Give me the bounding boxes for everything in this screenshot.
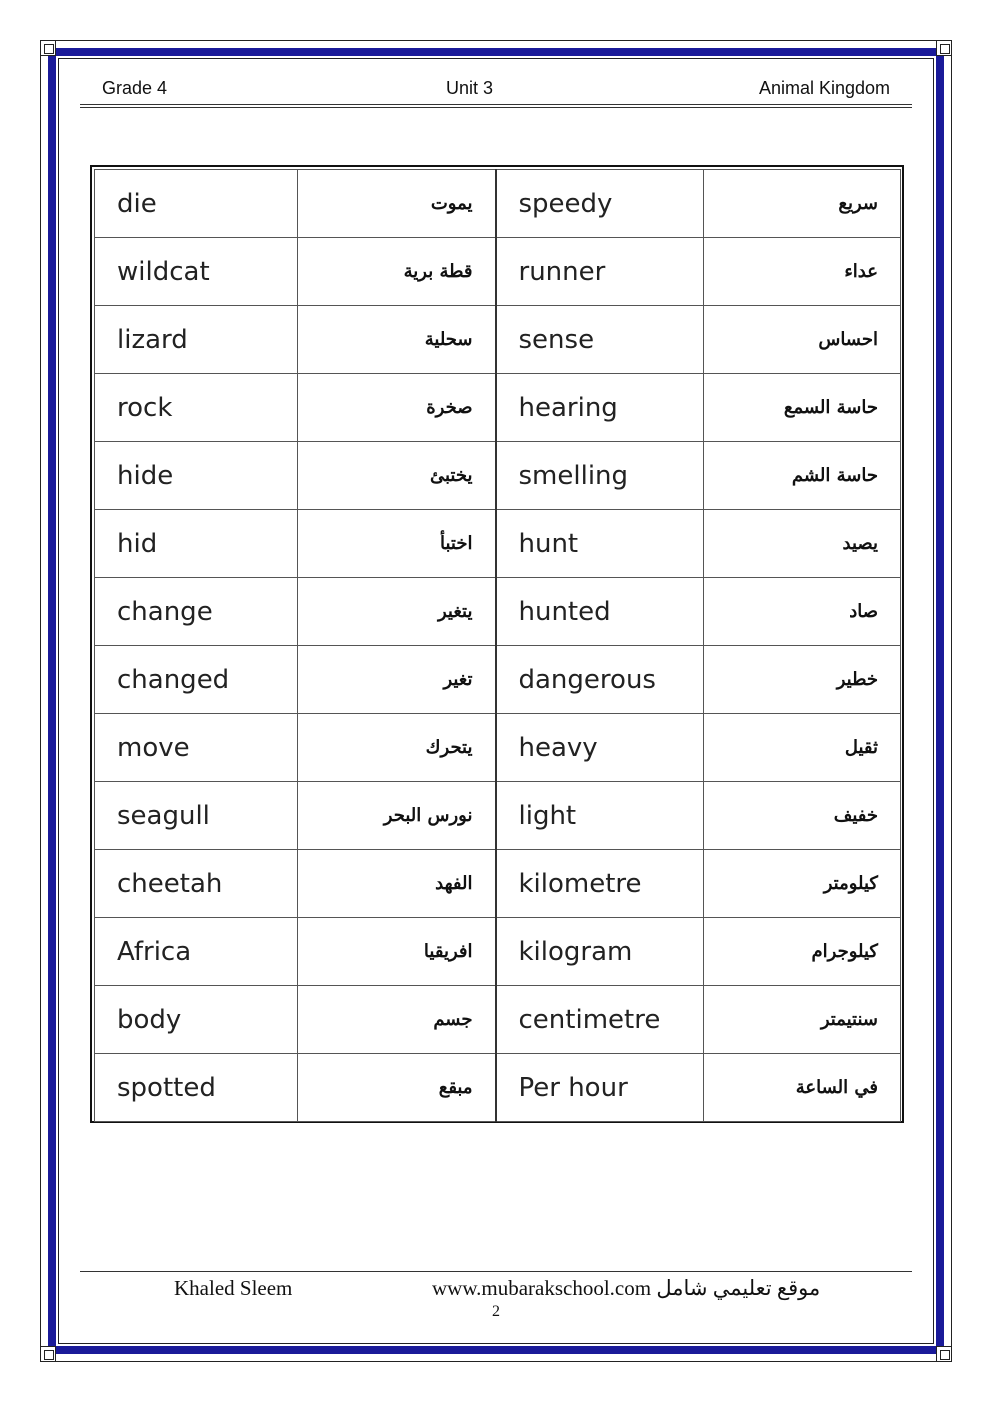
table-row [95, 782, 901, 850]
english-word: cheetah [95, 850, 298, 918]
english-word: move [95, 714, 298, 782]
border-corner-ornament [40, 1346, 56, 1362]
arabic-translation: يتغير [298, 578, 496, 646]
border-corner-ornament [40, 40, 56, 56]
english-word: hide [95, 442, 298, 510]
header-divider [80, 104, 912, 105]
table-row [95, 714, 901, 782]
table-row [95, 170, 901, 238]
english-word: hid [95, 510, 298, 578]
vocabulary-grid [94, 169, 901, 1122]
english-word: rock [95, 374, 298, 442]
arabic-translation: ثقيل [704, 714, 901, 782]
table-row [95, 646, 901, 714]
table-row [95, 1054, 901, 1122]
english-word: changed [95, 646, 298, 714]
arabic-translation: افريقيا [298, 918, 496, 986]
english-word: hunt [496, 510, 704, 578]
border-corner-ornament [936, 40, 952, 56]
english-word: kilogram [496, 918, 704, 986]
arabic-translation: الفهد [298, 850, 496, 918]
english-word: lizard [95, 306, 298, 374]
english-word: smelling [496, 442, 704, 510]
english-word: heavy [496, 714, 704, 782]
english-word: speedy [496, 170, 704, 238]
arabic-translation: سنتيمتر [704, 986, 901, 1054]
arabic-translation: خطير [704, 646, 901, 714]
arabic-translation: اختبأ [298, 510, 496, 578]
arabic-translation: يختبئ [298, 442, 496, 510]
arabic-translation: سريع [704, 170, 901, 238]
header-topic: Animal Kingdom [758, 78, 890, 98]
page-number: 2 [492, 1303, 500, 1320]
header-grade: Grade 4 [102, 78, 168, 98]
header-divider [80, 107, 912, 108]
arabic-translation: خفيف [704, 782, 901, 850]
arabic-translation: صخرة [298, 374, 496, 442]
arabic-translation: نورس البحر [298, 782, 496, 850]
table-row [95, 578, 901, 646]
vocabulary-rows [95, 170, 901, 1122]
arabic-translation: جسم [298, 986, 496, 1054]
footer-divider [80, 1271, 912, 1272]
vocabulary-table [90, 165, 904, 1123]
english-word: spotted [95, 1054, 298, 1122]
arabic-translation: حاسة السمع [704, 374, 901, 442]
arabic-translation: سحلية [298, 306, 496, 374]
arabic-translation: يصيد [704, 510, 901, 578]
english-word: hearing [496, 374, 704, 442]
english-word: Per hour [496, 1054, 704, 1122]
english-word: die [95, 170, 298, 238]
arabic-translation: مبقع [298, 1054, 496, 1122]
arabic-translation: يتحرك [298, 714, 496, 782]
english-word: dangerous [496, 646, 704, 714]
footer-author: Khaled Sleem [174, 1276, 293, 1300]
page-header [80, 76, 912, 104]
table-row [95, 850, 901, 918]
arabic-translation: صاد [704, 578, 901, 646]
table-row [95, 306, 901, 374]
header-unit: Unit 3 [446, 78, 494, 98]
english-word: seagull [95, 782, 298, 850]
english-word: sense [496, 306, 704, 374]
english-word: light [496, 782, 704, 850]
table-row [95, 442, 901, 510]
english-word: kilometre [496, 850, 704, 918]
arabic-translation: كيلوجرام [704, 918, 901, 986]
arabic-translation: في الساعة [704, 1054, 901, 1122]
table-row [95, 918, 901, 986]
arabic-translation: يموت [298, 170, 496, 238]
arabic-translation: تغير [298, 646, 496, 714]
arabic-translation: قطة برية [298, 238, 496, 306]
table-row [95, 238, 901, 306]
english-word: runner [496, 238, 704, 306]
english-word: body [95, 986, 298, 1054]
table-row [95, 510, 901, 578]
english-word: Africa [95, 918, 298, 986]
english-word: wildcat [95, 238, 298, 306]
table-row [95, 374, 901, 442]
english-word: change [95, 578, 298, 646]
arabic-translation: احساس [704, 306, 901, 374]
table-row [95, 986, 901, 1054]
english-word: centimetre [496, 986, 704, 1054]
english-word: hunted [496, 578, 704, 646]
arabic-translation: كيلومتر [704, 850, 901, 918]
border-corner-ornament [936, 1346, 952, 1362]
arabic-translation: حاسة الشم [704, 442, 901, 510]
footer-website[interactable]: www.mubarakschool.com موقع تعليمي شامل [432, 1276, 821, 1300]
arabic-translation: عداء [704, 238, 901, 306]
